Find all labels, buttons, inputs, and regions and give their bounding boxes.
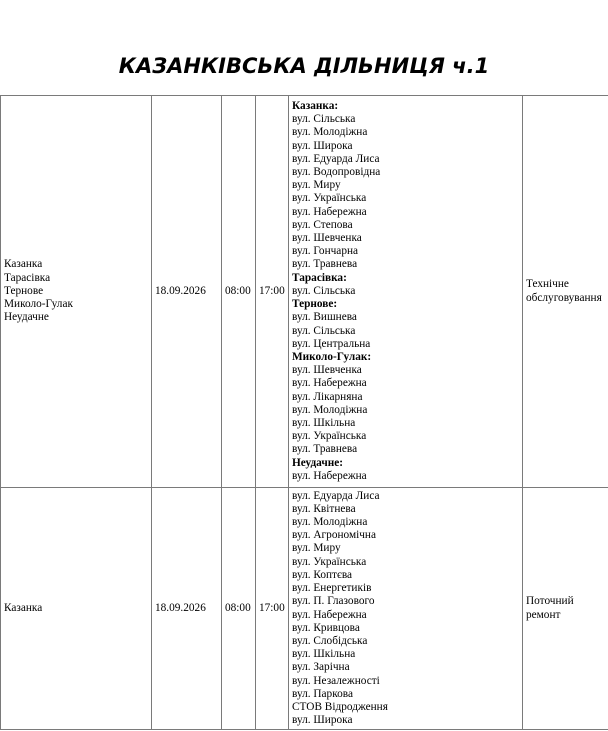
street-name: вул. Миру	[292, 179, 341, 192]
street-name: вул. Шевченка	[292, 232, 362, 245]
settlement-heading: Неудачне:	[292, 456, 344, 469]
street-name: вул. Набережна	[292, 377, 367, 390]
street-name: вул. Миру	[292, 542, 341, 555]
street-name: вул. Набережна	[292, 205, 367, 218]
end-time-cell: 17:00	[256, 96, 289, 488]
street-name: вул. Лікарняна	[292, 390, 363, 403]
street-name: вул. Кривцова	[292, 621, 360, 634]
street-name: вул. Молодіжна	[292, 403, 368, 416]
street-name: вул. Сільська	[292, 284, 356, 297]
street-name: вул. Едуарда Лиса	[292, 489, 380, 502]
street-name: вул. Шкільна	[292, 416, 356, 429]
streets-cell	[289, 96, 523, 488]
street-name: СТОВ Відродження	[292, 700, 388, 713]
street-name: вул. Набережна	[292, 469, 367, 482]
page-title: КАЗАНКІВСЬКА ДІЛЬНИЦЯ ч.1	[118, 54, 490, 78]
settlement-heading: Миколо-Гулак:	[292, 350, 372, 363]
settlement-name: Казанка	[4, 601, 43, 614]
street-name: вул. Паркова	[292, 687, 353, 700]
work-type-cell	[523, 488, 608, 730]
street-name: вул. Молодіжна	[292, 126, 368, 139]
settlement-name: Неудачне	[4, 311, 49, 324]
street-name: вул. Шкільна	[292, 648, 356, 661]
settlement-name: Казанка	[4, 258, 43, 271]
settlement-name: Тарасівка	[4, 271, 51, 284]
work-type-line: Технічне	[526, 278, 569, 291]
work-type-line: обслуговування	[526, 291, 602, 304]
start-time-cell: 08:00	[222, 96, 256, 488]
outage-schedule-table	[0, 95, 608, 730]
street-name: вул. Широка	[292, 714, 353, 727]
street-name: вул. Агрономічна	[292, 529, 376, 542]
street-name: вул. Українська	[292, 555, 367, 568]
table-row	[1, 488, 608, 730]
settlement-heading: Казанка:	[292, 100, 339, 113]
street-name: вул. Центральна	[292, 337, 371, 350]
street-name: вул. Незалежності	[292, 674, 380, 687]
settlement-name: Тернове	[4, 284, 44, 297]
street-name: вул. Травнева	[292, 258, 358, 271]
settlements-cell	[1, 488, 152, 730]
street-name: вул. Українська	[292, 192, 367, 205]
date-cell: 18.09.2026	[152, 488, 222, 730]
street-name: вул. Травнева	[292, 443, 358, 456]
street-name: вул. Слобідська	[292, 634, 368, 647]
street-name: вул. Водопровідна	[292, 166, 381, 179]
settlements-cell	[1, 96, 152, 488]
date-cell: 18.09.2026	[152, 96, 222, 488]
street-name: вул. Сільська	[292, 113, 356, 126]
table-row	[1, 96, 608, 488]
street-name: вул. Набережна	[292, 608, 367, 621]
settlement-name: Миколо-Гулак	[4, 298, 73, 311]
street-name: вул. Едуарда Лиса	[292, 152, 380, 165]
settlement-heading: Тарасівка:	[292, 271, 347, 284]
street-name: вул. Українська	[292, 430, 367, 443]
street-name: вул. Коптєва	[292, 568, 353, 581]
street-name: вул. Шевченка	[292, 364, 362, 377]
work-type-line: Поточний	[526, 595, 574, 608]
street-name: вул. Широка	[292, 139, 353, 152]
streets-cell	[289, 488, 523, 730]
street-name: вул. Молодіжна	[292, 516, 368, 529]
start-time-cell: 08:00	[222, 488, 256, 730]
street-name: вул. Зарічна	[292, 661, 350, 674]
street-name: вул. Енергетиків	[292, 582, 372, 595]
work-type-cell	[523, 96, 608, 488]
street-name: вул. Степова	[292, 218, 353, 231]
street-name: вул. П. Глазового	[292, 595, 375, 608]
settlement-heading: Тернове:	[292, 298, 338, 311]
street-name: вул. Сільська	[292, 324, 356, 337]
end-time-cell: 17:00	[256, 488, 289, 730]
street-name: вул. Квітнева	[292, 502, 356, 515]
street-name: вул. Вишнева	[292, 311, 357, 324]
street-name: вул. Гончарна	[292, 245, 359, 258]
work-type-line: ремонт	[526, 608, 561, 621]
